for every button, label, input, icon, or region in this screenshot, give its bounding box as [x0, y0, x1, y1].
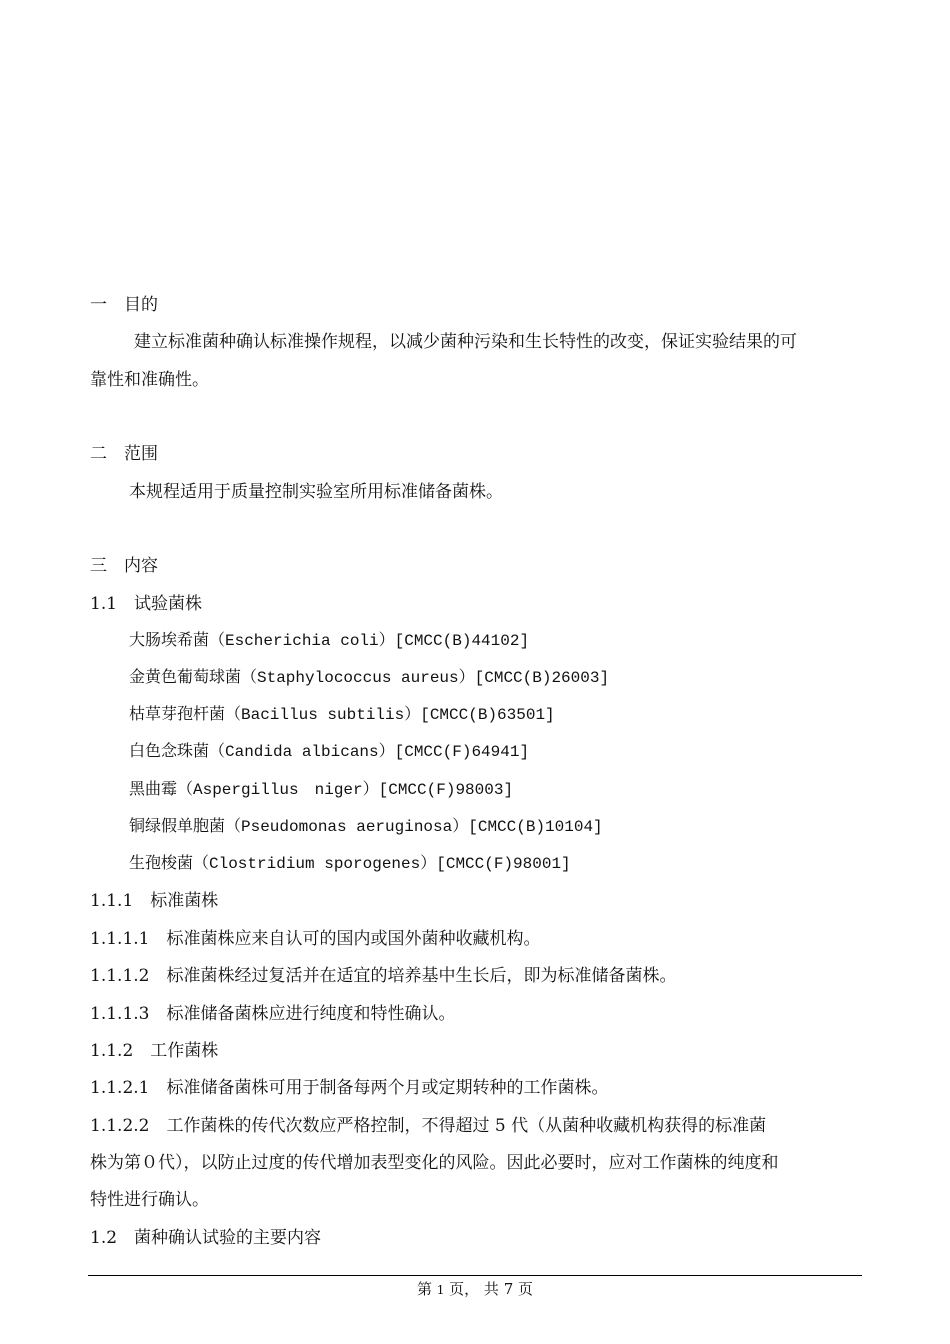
clause-1-1-2-2-line-3: 特性进行确认。 [90, 1190, 209, 1210]
footer-middle: 页， 共 [444, 1280, 504, 1298]
footer-divider [88, 1275, 862, 1276]
purpose-paragraph-line-2: 靠性和准确性。 [90, 370, 209, 390]
strain-item: 黑曲霉（Aspergillus niger）[CMCC(F)98003] [129, 781, 514, 799]
strain-item: 金黄色葡萄球菌（Staphylococcus aureus）[CMCC(B)26003] [129, 669, 610, 687]
purpose-paragraph-line-1: 建立标准菌种确认标准操作规程，以减少菌种污染和生长特性的改变，保证实验结果的可 [134, 332, 797, 352]
clause-1-1-1-1: 1.1.1.1 标准菌株应来自认可的国内或国外菌种收藏机构。 [90, 929, 541, 949]
strain-item: 生孢梭菌（Clostridium sporogenes）[CMCC(F)98001] [129, 855, 571, 873]
clause-1-1-2-2-line-2: 株为第０代），以防止过度的传代增加表型变化的风险。因此必要时，应对工作菌株的纯度和 [90, 1153, 779, 1173]
footer-suffix: 页 [513, 1280, 534, 1298]
total-page-count: 7 [503, 1280, 514, 1298]
clause-1-1-2-1: 1.1.2.1 标准储备菌株可用于制备每两个月或定期转种的工作菌株。 [90, 1078, 609, 1098]
subsection-1-1-1: 1.1.1 标准菌株 [90, 891, 219, 911]
clause-1-1-1-2: 1.1.1.2 标准菌株经过复活并在适宜的培养基中生长后，即为标准储备菌株。 [90, 966, 677, 986]
clause-1-1-1-3: 1.1.1.3 标准储备菌株应进行纯度和特性确认。 [90, 1004, 456, 1024]
section-heading-content: 三 内容 [90, 556, 158, 576]
current-page-number: 1 [436, 1283, 445, 1297]
section-heading-scope: 二 范围 [90, 444, 158, 464]
subsection-1-1: 1.1 试验菌株 [90, 594, 203, 614]
strain-item: 大肠埃希菌（Escherichia coli）[CMCC(B)44102] [129, 632, 530, 650]
scope-paragraph: 本规程适用于质量控制实验室所用标准储备菌株。 [129, 482, 503, 502]
strain-item: 枯草芽孢杆菌（Bacillus subtilis）[CMCC(B)63501] [129, 706, 555, 724]
strain-item: 白色念珠菌（Candida albicans）[CMCC(F)64941] [129, 743, 530, 761]
strain-item: 铜绿假单胞菌（Pseudomonas aeruginosa）[CMCC(B)10104] [129, 818, 603, 836]
footer-prefix: 第 [416, 1280, 437, 1298]
page-footer [0, 1279, 950, 1300]
section-heading-purpose: 一 目的 [90, 295, 158, 315]
subsection-1-2: 1.2 菌种确认试验的主要内容 [90, 1228, 322, 1248]
subsection-1-1-2: 1.1.2 工作菌株 [90, 1041, 219, 1061]
clause-1-1-2-2-line-1: 1.1.2.2 工作菌株的传代次数应严格控制，不得超过 5 代（从菌种收藏机构获得的标准菌 [90, 1116, 767, 1136]
